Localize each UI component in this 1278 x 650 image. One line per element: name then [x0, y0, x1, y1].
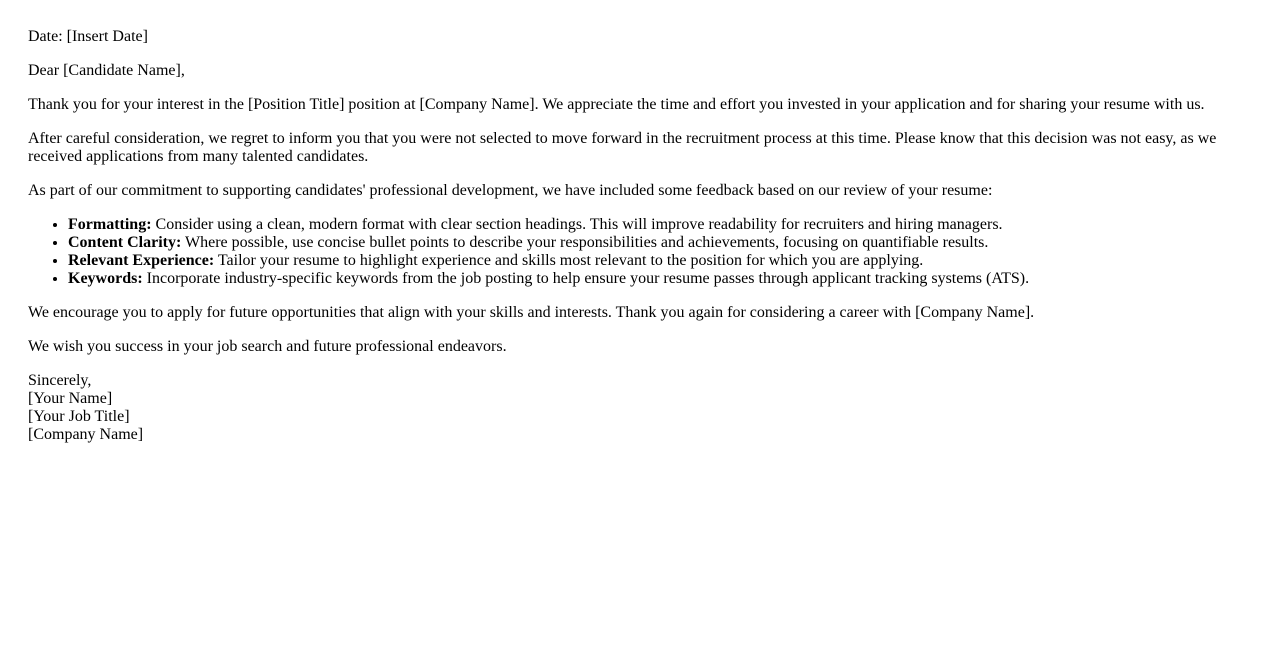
signature-company: [Company Name] — [28, 426, 144, 443]
encouragement-paragraph: We encourage you to apply for future opportunities that align with your skills and interests. Thank you again for considering a career with [Company Name]. — [28, 304, 1035, 321]
feedback-item-relevant-experience — [68, 252, 1250, 270]
feedback-text: Tailor your resume to highlight experience and skills most relevant to the position for which you are applying. — [214, 252, 924, 269]
feedback-term: Keywords: — [68, 270, 143, 287]
feedback-term: Content Clarity: — [68, 234, 182, 251]
feedback-text: Consider using a clean, modern format with clear section headings. This will improve readability for recruiters and hiring managers. — [151, 216, 1003, 233]
intro-paragraph: Thank you for your interest in the [Position Title] position at [Company Name]. We appreciate the time and effort you invested in your application and for sharing your resume with us. — [28, 96, 1205, 113]
rejection-letter — [28, 28, 1250, 460]
feedback-list — [28, 216, 1250, 288]
signature-block — [28, 372, 1250, 444]
salutation: Dear [Candidate Name], — [28, 62, 185, 79]
letter-date: Date: [Insert Date] — [28, 28, 148, 45]
feedback-term: Relevant Experience: — [68, 252, 215, 269]
feedback-item-content-clarity — [68, 234, 1250, 252]
feedback-item-keywords — [68, 270, 1250, 288]
feedback-term: Formatting: — [68, 216, 152, 233]
feedback-text: Incorporate industry-specific keywords from the job posting to help ensure your resume passes through applicant tracking systems (ATS). — [142, 270, 1030, 287]
feedback-item-formatting — [68, 216, 1250, 234]
feedback-text: Where possible, use concise bullet points to describe your responsibilities and achievements, focusing on quantifiable results. — [181, 234, 989, 251]
signature-title: [Your Job Title] — [28, 408, 130, 425]
signature-name: [Your Name] — [28, 390, 113, 407]
decision-paragraph: After careful consideration, we regret to inform you that you were not selected to move forward in the recruitment process at this time. Please know that this decision was not easy, as we received applications from many talented candidates. — [28, 130, 1217, 165]
feedback-intro-paragraph: As part of our commitment to supporting candidates' professional development, we have included some feedback based on our review of your resume: — [28, 182, 993, 199]
well-wishes-paragraph: We wish you success in your job search and future professional endeavors. — [28, 338, 507, 355]
closing: Sincerely, — [28, 372, 92, 389]
